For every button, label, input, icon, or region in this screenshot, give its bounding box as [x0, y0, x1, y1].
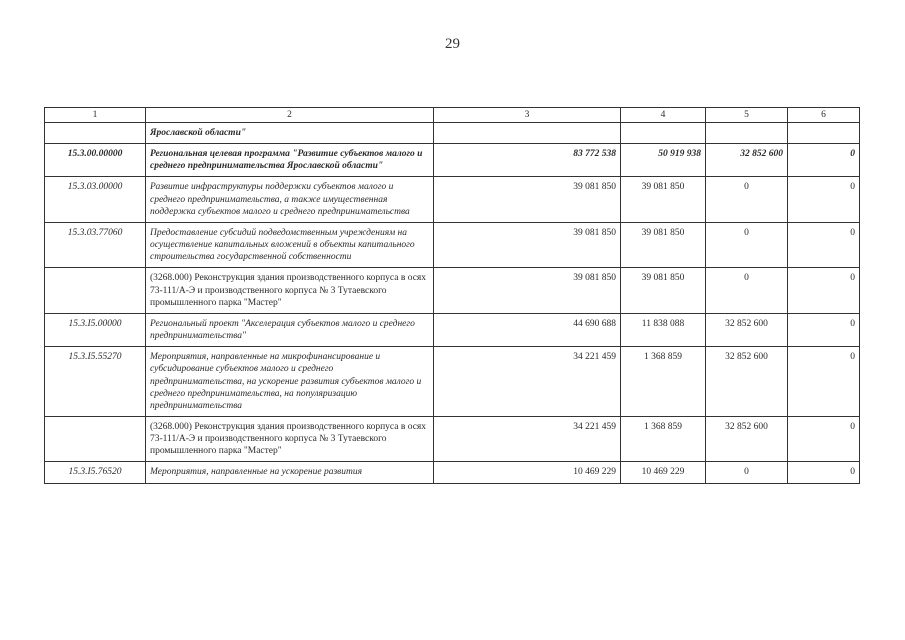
amount-cell-6: 0 [788, 313, 860, 346]
code-cell: 15.3.03.00000 [45, 177, 146, 222]
code-cell: 15.3.00.00000 [45, 144, 146, 177]
budget-table-body [45, 108, 860, 484]
header-cell-5: 5 [706, 108, 788, 123]
code-cell: 15.3.I5.76520 [45, 462, 146, 483]
amount-cell-5: 32 852 600 [706, 347, 788, 417]
amount-cell-6: 0 [788, 462, 860, 483]
amount-cell-4: 50 919 938 [621, 144, 706, 177]
amount-cell-3: 44 690 688 [434, 313, 621, 346]
amount-cell-3: 83 772 538 [434, 144, 621, 177]
table-row [45, 347, 860, 417]
name-cell: Предоставление субсидий подведомственным учреждениям на осуществление капитальных вложений в объекты капитального строительства государственной собственности [146, 222, 434, 267]
amount-cell-6: 0 [788, 347, 860, 417]
amount-cell-6: 0 [788, 144, 860, 177]
page-number: 29 [445, 36, 460, 52]
amount-cell-3: 10 469 229 [434, 462, 621, 483]
amount-cell-4: 11 838 088 [621, 313, 706, 346]
code-cell: 15.3.03.77060 [45, 222, 146, 267]
code-cell [45, 268, 146, 313]
table-row [45, 313, 860, 346]
amount-cell-4: 39 081 850 [621, 222, 706, 267]
code-cell: 15.3.I5.55270 [45, 347, 146, 417]
amount-cell-4 [621, 123, 706, 144]
code-cell: 15.3.I5.00000 [45, 313, 146, 346]
amount-cell-4: 39 081 850 [621, 268, 706, 313]
budget-table [44, 107, 860, 484]
amount-cell-3: 34 221 459 [434, 416, 621, 461]
amount-cell-5: 0 [706, 462, 788, 483]
amount-cell-3 [434, 123, 621, 144]
name-cell: Региональная целевая программа "Развитие субъектов малого и среднего предпринимательства Ярославской области" [146, 144, 434, 177]
table-row [45, 416, 860, 461]
amount-cell-3: 39 081 850 [434, 268, 621, 313]
amount-cell-6: 0 [788, 268, 860, 313]
table-row [45, 462, 860, 483]
name-cell: Мероприятия, направленные на микрофинансирование и субсидирование субъектов малого и среднего предпринимательства, на ускорение развития субъектов малого и среднего предпринимательства, на популяризацию предпринимательства [146, 347, 434, 417]
amount-cell-3: 39 081 850 [434, 222, 621, 267]
name-cell: (3268.000) Реконструкция здания производственного корпуса в осях 73-111/А-Э и производственного корпуса № 3 Тутаевского промышленного парка "Мастер" [146, 268, 434, 313]
table-row [45, 144, 860, 177]
amount-cell-4: 10 469 229 [621, 462, 706, 483]
amount-cell-6: 0 [788, 416, 860, 461]
table-row [45, 123, 860, 144]
name-cell: Ярославской области" [146, 123, 434, 144]
amount-cell-4: 1 368 859 [621, 347, 706, 417]
amount-cell-6: 0 [788, 222, 860, 267]
amount-cell-5: 0 [706, 268, 788, 313]
header-cell-6: 6 [788, 108, 860, 123]
amount-cell-6 [788, 123, 860, 144]
header-cell-4: 4 [621, 108, 706, 123]
code-cell [45, 123, 146, 144]
amount-cell-5: 32 852 600 [706, 416, 788, 461]
name-cell: (3268.000) Реконструкция здания производственного корпуса в осях 73-111/А-Э и производственного корпуса № 3 Тутаевского промышленного парка "Мастер" [146, 416, 434, 461]
name-cell: Развитие инфраструктуры поддержки субъектов малого и среднего предпринимательства, а также имущественная поддержка субъектов малого и среднего предпринимательства [146, 177, 434, 222]
amount-cell-4: 39 081 850 [621, 177, 706, 222]
amount-cell-6: 0 [788, 177, 860, 222]
header-cell-2: 2 [146, 108, 434, 123]
header-cell-3: 3 [434, 108, 621, 123]
amount-cell-3: 39 081 850 [434, 177, 621, 222]
table-header-row [45, 108, 860, 123]
amount-cell-5 [706, 123, 788, 144]
table-row [45, 222, 860, 267]
table-row [45, 177, 860, 222]
table-row [45, 268, 860, 313]
amount-cell-5: 0 [706, 177, 788, 222]
amount-cell-5: 32 852 600 [706, 313, 788, 346]
amount-cell-3: 34 221 459 [434, 347, 621, 417]
name-cell: Региональный проект "Акселерация субъектов малого и среднего предпринимательства" [146, 313, 434, 346]
name-cell: Мероприятия, направленные на ускорение развития [146, 462, 434, 483]
amount-cell-5: 0 [706, 222, 788, 267]
code-cell [45, 416, 146, 461]
header-cell-1: 1 [45, 108, 146, 123]
amount-cell-5: 32 852 600 [706, 144, 788, 177]
amount-cell-4: 1 368 859 [621, 416, 706, 461]
